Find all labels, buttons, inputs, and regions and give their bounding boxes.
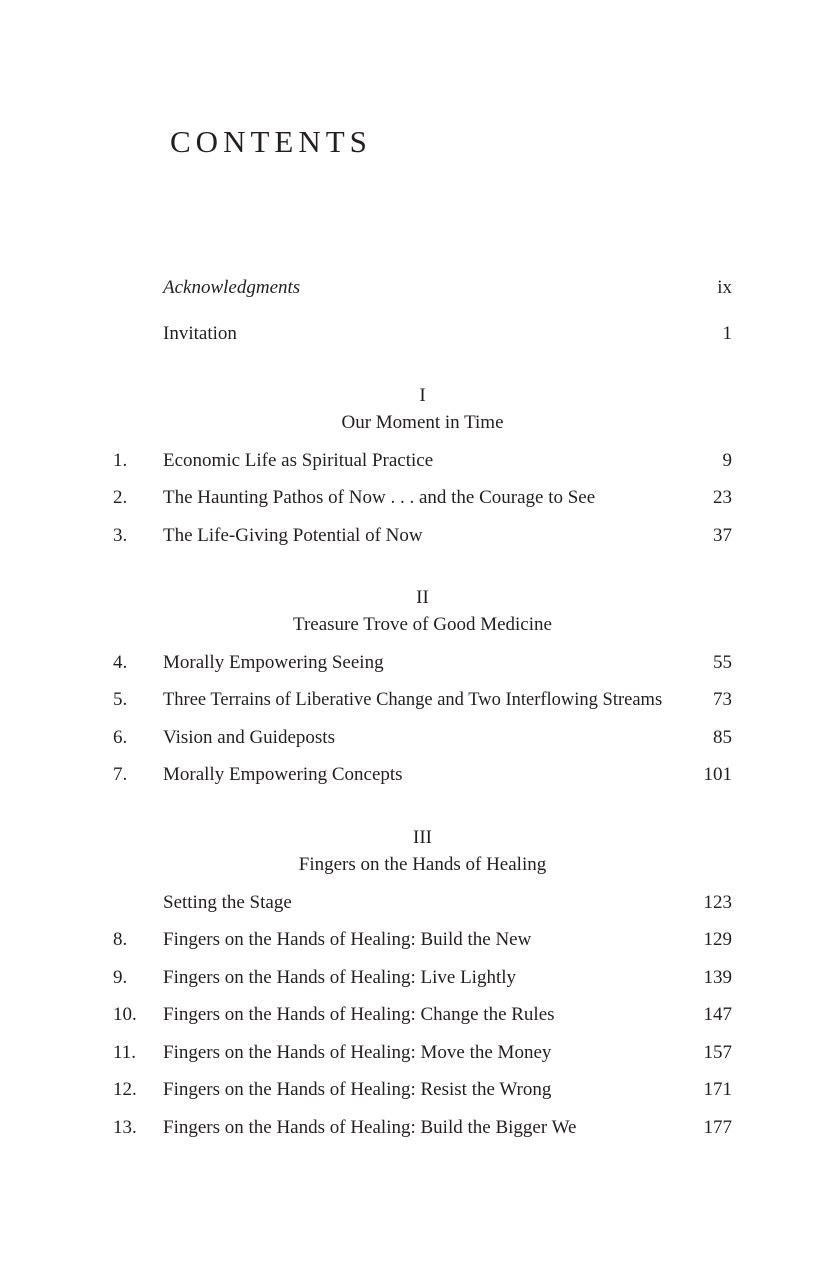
toc-entry-number: 1.	[113, 450, 128, 471]
toc-entry-chapter-3[interactable]	[0, 521, 825, 551]
toc-entry-number: 13.	[113, 1117, 137, 1138]
toc-entry-page: 23	[713, 487, 732, 508]
toc-entry-label: Fingers on the Hands of Healing: Change the Rules	[163, 1004, 555, 1025]
toc-entry-number: 5.	[113, 689, 128, 710]
toc-entry-chapter-1[interactable]	[0, 446, 825, 476]
toc-entry-chapter-6[interactable]	[0, 723, 825, 753]
toc-entry-chapter-12[interactable]	[0, 1075, 825, 1105]
toc-entry-number: 4.	[113, 652, 128, 673]
part-title: Fingers on the Hands of Healing	[298, 854, 547, 875]
page-title: CONTENTS	[170, 124, 372, 159]
toc-entry-label: Vision and Guideposts	[163, 727, 335, 748]
toc-entry-label: The Life-Giving Potential of Now	[163, 525, 423, 546]
toc-entry-number: 3.	[113, 525, 128, 546]
part-numeral: III	[413, 827, 432, 848]
toc-entry-page: 129	[703, 929, 732, 950]
toc-entry-number: 2.	[113, 487, 128, 508]
toc-entry-number: 9.	[113, 967, 128, 988]
toc-entry-number: 12.	[113, 1079, 137, 1100]
toc-entry-label: Three Terrains of Liberative Change and Two Interflowing Streams	[163, 690, 663, 710]
toc-entry-chapter-8[interactable]	[0, 925, 825, 955]
toc-entry-label: Fingers on the Hands of Healing: Resist the Wrong	[163, 1079, 552, 1100]
toc-entry-chapter-10[interactable]	[0, 1000, 825, 1030]
toc-entry-label: Fingers on the Hands of Healing: Build the Bigger We	[163, 1117, 577, 1138]
part-title: Treasure Trove of Good Medicine	[293, 614, 552, 635]
toc-entry-label: Setting the Stage	[163, 892, 292, 913]
toc-entry-page: 157	[703, 1042, 732, 1063]
toc-entry-label: Invitation	[163, 323, 237, 344]
part-numeral: I	[419, 385, 426, 406]
toc-entry-label: Morally Empowering Seeing	[163, 652, 384, 673]
toc-entry-page: 73	[713, 689, 732, 710]
toc-entry-label: Acknowledgments	[163, 277, 301, 298]
toc-entry-number: 6.	[113, 727, 128, 748]
toc-entry-label: Economic Life as Spiritual Practice	[163, 450, 434, 471]
toc-entry-page: 1	[722, 323, 732, 344]
part-numeral: II	[416, 587, 429, 608]
toc-entry-label: Morally Empowering Concepts	[163, 764, 403, 785]
toc-entry-number: 11.	[113, 1042, 137, 1063]
toc-entry-chapter-7[interactable]	[0, 760, 825, 790]
toc-entry-page: 147	[703, 1004, 732, 1025]
toc-entry-number: 10.	[113, 1004, 137, 1025]
toc-entry-chapter-2[interactable]	[0, 483, 825, 513]
toc-entry-page: 55	[713, 652, 732, 673]
toc-entry-label: Fingers on the Hands of Healing: Move the Money	[163, 1042, 552, 1063]
toc-entry-chapter-4[interactable]	[0, 648, 825, 678]
toc-entry-setting-the-stage[interactable]	[0, 888, 825, 918]
toc-entry-page: 37	[713, 525, 732, 546]
toc-entry-page: 171	[703, 1079, 732, 1100]
toc-entry-page: 101	[703, 764, 732, 785]
toc-entry-page: 177	[703, 1117, 732, 1138]
toc-entry-number: 8.	[113, 929, 128, 950]
toc-entry-chapter-13[interactable]	[0, 1113, 825, 1143]
toc-entry-chapter-9[interactable]	[0, 963, 825, 993]
toc-entry-label: The Haunting Pathos of Now . . . and the Courage to See	[163, 487, 596, 508]
toc-entry-chapter-11[interactable]	[0, 1038, 825, 1068]
toc-entry-acknowledgments[interactable]	[0, 273, 825, 303]
toc-entry-label: Fingers on the Hands of Healing: Build the New	[163, 929, 532, 950]
toc-entry-invitation[interactable]	[0, 319, 825, 349]
toc-entry-chapter-5[interactable]	[0, 685, 825, 715]
toc-entry-label: Fingers on the Hands of Healing: Live Lightly	[163, 967, 517, 988]
toc-entry-page: 85	[713, 727, 732, 748]
toc-entry-page: 9	[722, 450, 732, 471]
part-title: Our Moment in Time	[341, 412, 504, 433]
toc-entry-number: 7.	[113, 764, 128, 785]
toc-entry-page: 123	[703, 892, 732, 913]
toc-entry-page: ix	[717, 277, 732, 298]
toc-entry-page: 139	[703, 967, 732, 988]
